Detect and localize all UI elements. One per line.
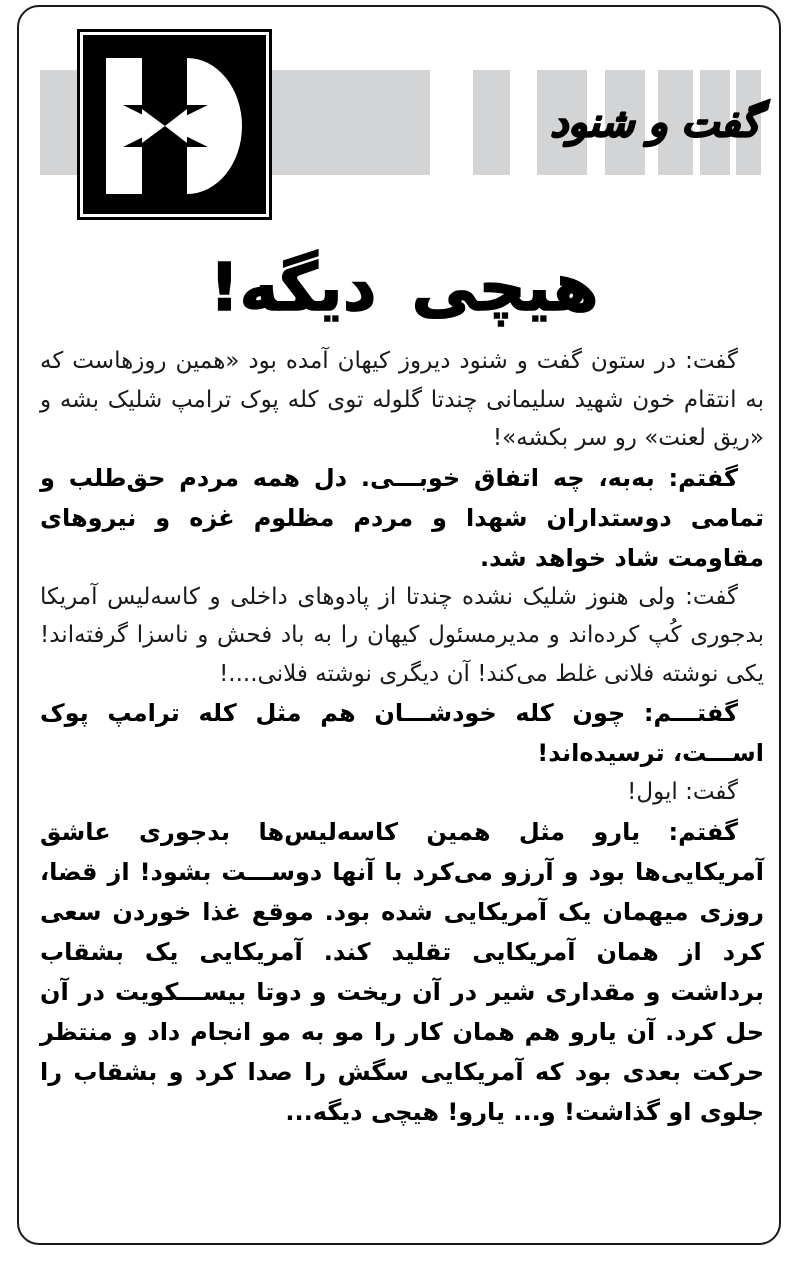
paragraph-said-2: گفت: ولی هنوز شلیک نشده چندتا از پادوهای داخلی و کاسه‌لیس آمریکا بدجوری کُپ کرده‌اند و مدیرمسئول کیهان را به باد فحش و ناسزا گرفته‌اند! یکی نوشته فلانی غلط می‌کند! آن دیگری نوشته فلانی....! [40, 583, 764, 687]
paragraph-replied-2: گفتـــم: چون کله خودشـــان هم مثل کله ترامپ پوک اســـت، ترسیده‌اند! [40, 699, 764, 767]
paragraph-replied-1: گفتم: به‌به، چه اتفاق خوبـــی. دل همه مردم حق‌طلب و تمامی دوستداران شهدا و مردم مظلوم غزه و نیروهای مقاومت شاد خواهد شد. [40, 463, 764, 572]
kayhan-logo-icon [83, 35, 266, 214]
paragraph-replied-3: گفتم: یارو مثل همین کاسه‌لیس‌ها بدجوری عاشق آمریکایی‌ها بود و آرزو می‌کرد با آنها دوســـت بشود! از قضا، روزی میهمان یک آمریکایی شده بود. موقع غذا خوردن سعی کرد از همان آمریکایی تقلید کند. آمریکایی یک بشقاب برداشت و مقداری شیر در آن ریخت و دوتا بیســـکویت در آن حل کرد. آن یارو هم همان کار را مو به مو انجام داد و منتظر حرکت بعدی بود که آمریکایی سگش را صدا کرد و بشقاب را جلوی او گذاشت! و... یارو! هیچی دیگه... [40, 817, 764, 1126]
article-body [40, 342, 764, 1132]
section-title: گفت و شنود [550, 100, 760, 146]
header-bar-stripe-1 [473, 70, 510, 175]
kayhan-logo [77, 29, 272, 220]
paragraph-said-1: گفت: در ستون گفت و شنود دیروز کیهان آمده بود «همین روزهاست که به انتقام خون شهید سلیمانی چندتا گلوله توی کله پوک ترامپ شلیک بشه و «ریق لعنت» رو سر بکشه»! [40, 348, 764, 451]
paragraph-said-3: گفت: ایول! [627, 779, 738, 805]
headline: هیچی دیگه! [209, 249, 599, 326]
